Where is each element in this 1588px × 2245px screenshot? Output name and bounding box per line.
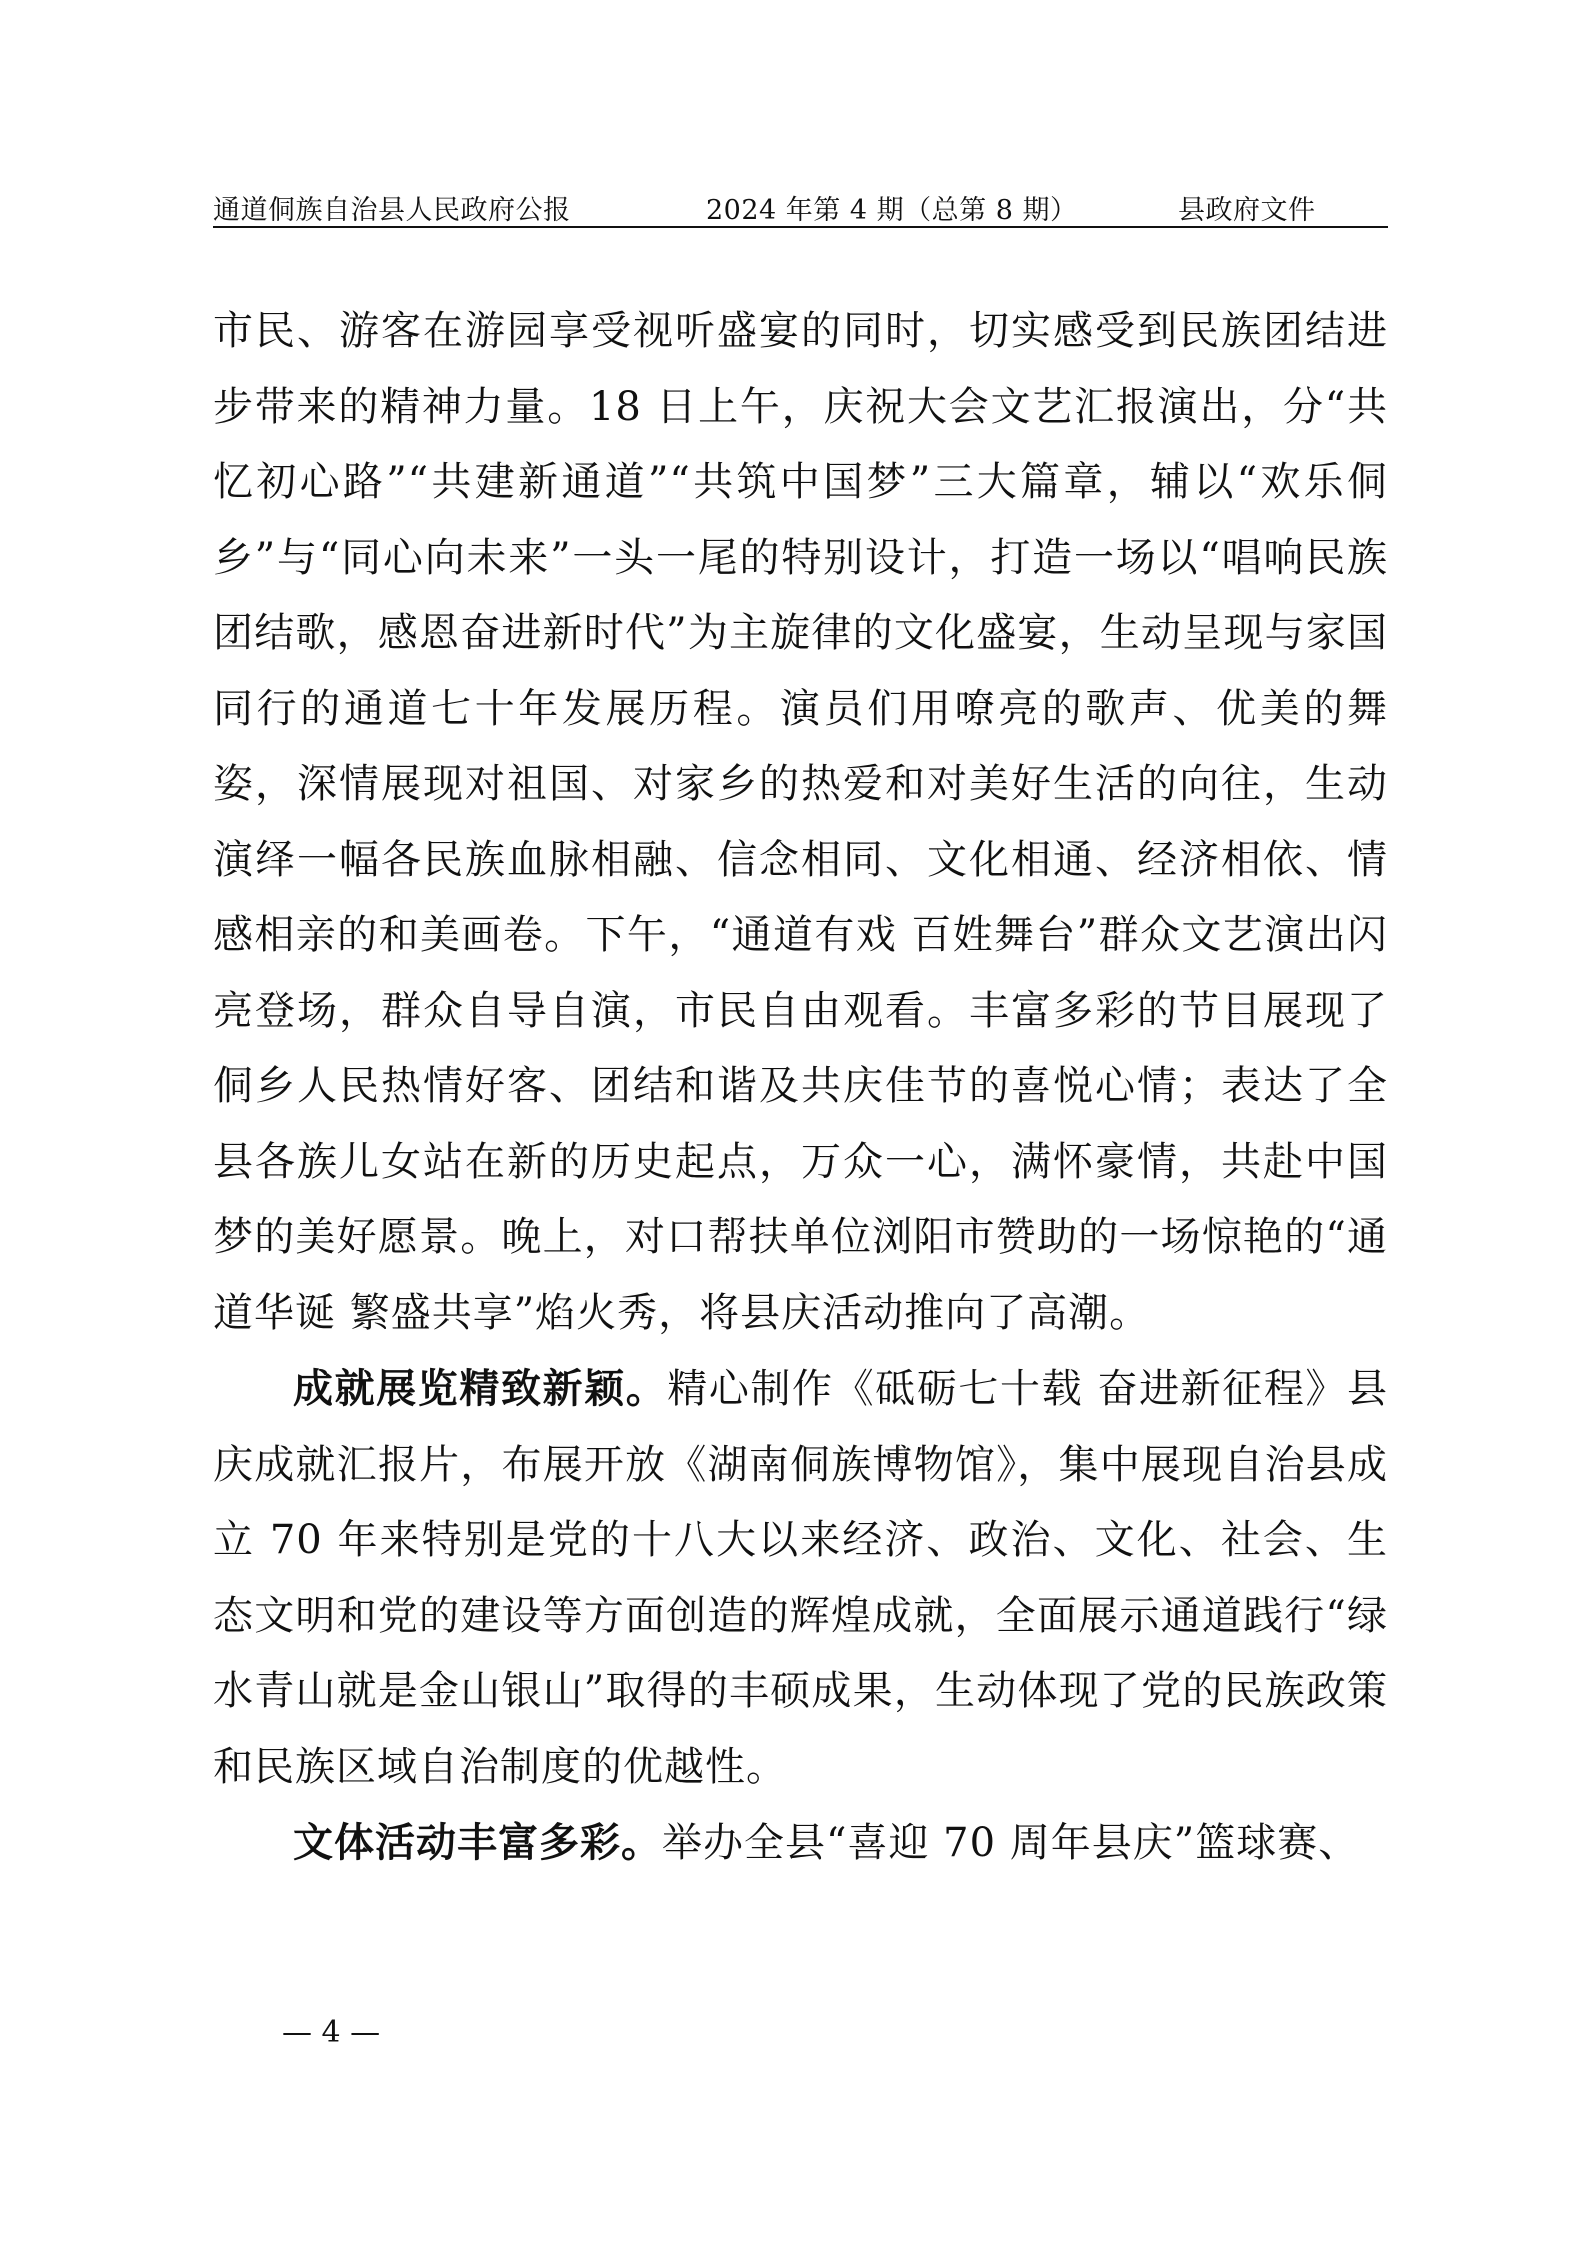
paragraph-sports bbox=[213, 1805, 1388, 1882]
paragraph-sports-heading: 文体活动丰富多彩。 bbox=[293, 1819, 662, 1866]
paragraph-exhibition bbox=[213, 1351, 1388, 1805]
paragraph-performances: 市民、游客在游园享受视听盛宴的同时，切实感受到民族团结进步带来的精神力量。18 日上午，庆祝大会文艺汇报演出，分“共忆初心路”“共建新通道”“共筑中国梦”三大篇章，辅以“欢乐侗乡”与“同心向未来”一头一尾的特别设计，打造一场以“唱响民族团结歌，感恩奋进新时代”为主旋律的文化盛宴，生动呈现与家国同行的通道七十年发展历程。演员们用嘹亮的歌声、优美的舞姿，深情展现对祖国、对家乡的热爱和对美好生活的向往，生动演绎一幅各民族血脉相融、信念相同、文化相通、经济相依、情感相亲的和美画卷。下午，“通道有戏 百姓舞台”群众文艺演出闪亮登场，群众自导自演，市民自由观看。丰富多彩的节目展现了侗乡人民热情好客、团结和谐及共庆佳节的喜悦心情；表达了全县各族儿女站在新的历史起点，万众一心，满怀豪情，共赴中国梦的美好愿景。晚上，对口帮扶单位浏阳市赞助的一场惊艳的“通道华诞 繁盛共享”焰火秀，将县庆活动推向了高潮。 bbox=[213, 308, 1388, 1336]
paragraph-exhibition-heading: 成就展览精致新颖。 bbox=[293, 1365, 668, 1412]
header-divider bbox=[213, 226, 1388, 228]
paragraph-exhibition-text: 精心制作《砥砺七十载 奋进新征程》县庆成就汇报片，布展开放《湖南侗族博物馆》，集中展现自治县成立 70 年来特别是党的十八大以来经济、政治、文化、社会、生态文明和党的建设等方面创造的辉煌成就，全面展示通道践行“绿水青山就是金山银山”取得的丰硕成果，生动体现了党的民族政策和民族区域自治制度的优越性。 bbox=[213, 1366, 1389, 1790]
header-section-name: 县政府文件 bbox=[1178, 195, 1316, 226]
page-number: — 4 — bbox=[282, 2015, 381, 2050]
header-publication-title: 通道侗族自治县人民政府公报 bbox=[213, 195, 571, 226]
document-body bbox=[213, 294, 1388, 1882]
header-issue-number: 2024 年第 4 期（总第 8 期） bbox=[706, 195, 1078, 226]
page-header bbox=[213, 196, 1388, 226]
paragraph-sports-text: 举办全县“喜迎 70 周年县庆”篮球赛、 bbox=[662, 1820, 1360, 1866]
